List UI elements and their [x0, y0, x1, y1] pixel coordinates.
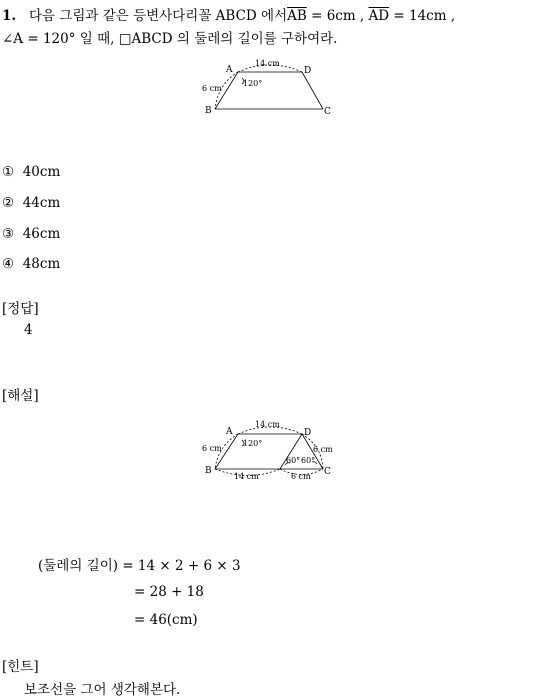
- vertex-c: C: [324, 467, 331, 477]
- choice-marker: ①: [2, 164, 15, 180]
- choice-1[interactable]: [2, 164, 60, 180]
- segment-ad: $\overline{AD}$: [368, 8, 390, 24]
- question-line-1: [2, 4, 455, 24]
- vertex-c: C: [324, 107, 331, 117]
- label-angle-inner: 60°: [286, 456, 301, 465]
- trapezoid-solution-figure: [198, 416, 348, 482]
- label-side-length: 6 cm: [202, 84, 222, 93]
- label-bottom-right-length: 6 cm: [291, 472, 311, 481]
- math-line-2: = 28 + 18: [134, 584, 204, 600]
- label-angle-a: 120°: [243, 439, 263, 448]
- label-right-length: 6 cm: [313, 445, 333, 454]
- answer-heading: [정답]: [2, 301, 39, 317]
- vertex-a: A: [226, 65, 233, 75]
- hint-text: 보조선을 그어 생각해본다.: [24, 682, 181, 698]
- question-line-2: ∠A = 120° 일 때, □ABCD 의 둘레의 길이를 구하여라.: [2, 31, 338, 47]
- answer-value: 4: [24, 322, 33, 338]
- choice-marker: ③: [2, 226, 15, 242]
- vertex-b: B: [205, 466, 212, 476]
- choice-text: 48cm: [22, 256, 61, 272]
- vertex-d: D: [304, 66, 312, 76]
- choice-marker: ④: [2, 256, 15, 272]
- vertex-a: A: [226, 427, 233, 437]
- question-number: 1.: [2, 8, 17, 24]
- vertex-b: B: [205, 106, 212, 116]
- label-angle-a: 120°: [243, 79, 263, 88]
- edge-dc: [302, 72, 323, 109]
- choice-text: 44cm: [22, 195, 61, 211]
- math-line-1: [38, 554, 241, 574]
- choice-marker: ②: [2, 195, 15, 211]
- explanation-heading: [해설]: [2, 388, 39, 404]
- choice-2[interactable]: [2, 195, 60, 211]
- choice-text: 46cm: [22, 226, 61, 242]
- choice-text: 40cm: [22, 164, 61, 180]
- segment-ab-value: = 6cm ,: [306, 8, 365, 24]
- segment-ad-value: = 14cm ,: [389, 8, 456, 24]
- math-lhs: (둘레의 길이): [38, 558, 119, 574]
- label-bottom-left-length: 14 cm: [234, 472, 259, 481]
- question-text: 다음 그림과 같은 등변사다리꼴 ABCD 에서: [28, 8, 288, 24]
- segment-ab: $\overline{AB}$: [287, 8, 307, 24]
- trapezoid-figure: [198, 56, 338, 120]
- label-top-length: 14 cm: [255, 420, 280, 429]
- label-angle-c: 60°: [301, 456, 316, 465]
- label-left-length: 6 cm: [202, 444, 222, 453]
- choice-4[interactable]: [2, 256, 60, 272]
- hint-heading: [힌트]: [2, 659, 39, 675]
- vertex-d: D: [304, 428, 312, 438]
- label-top-length: 14 cm: [255, 59, 280, 68]
- choice-3[interactable]: [2, 226, 60, 242]
- math-rhs-1: = 14 × 2 + 6 × 3: [122, 558, 241, 574]
- math-line-3: = 46(cm): [134, 612, 198, 628]
